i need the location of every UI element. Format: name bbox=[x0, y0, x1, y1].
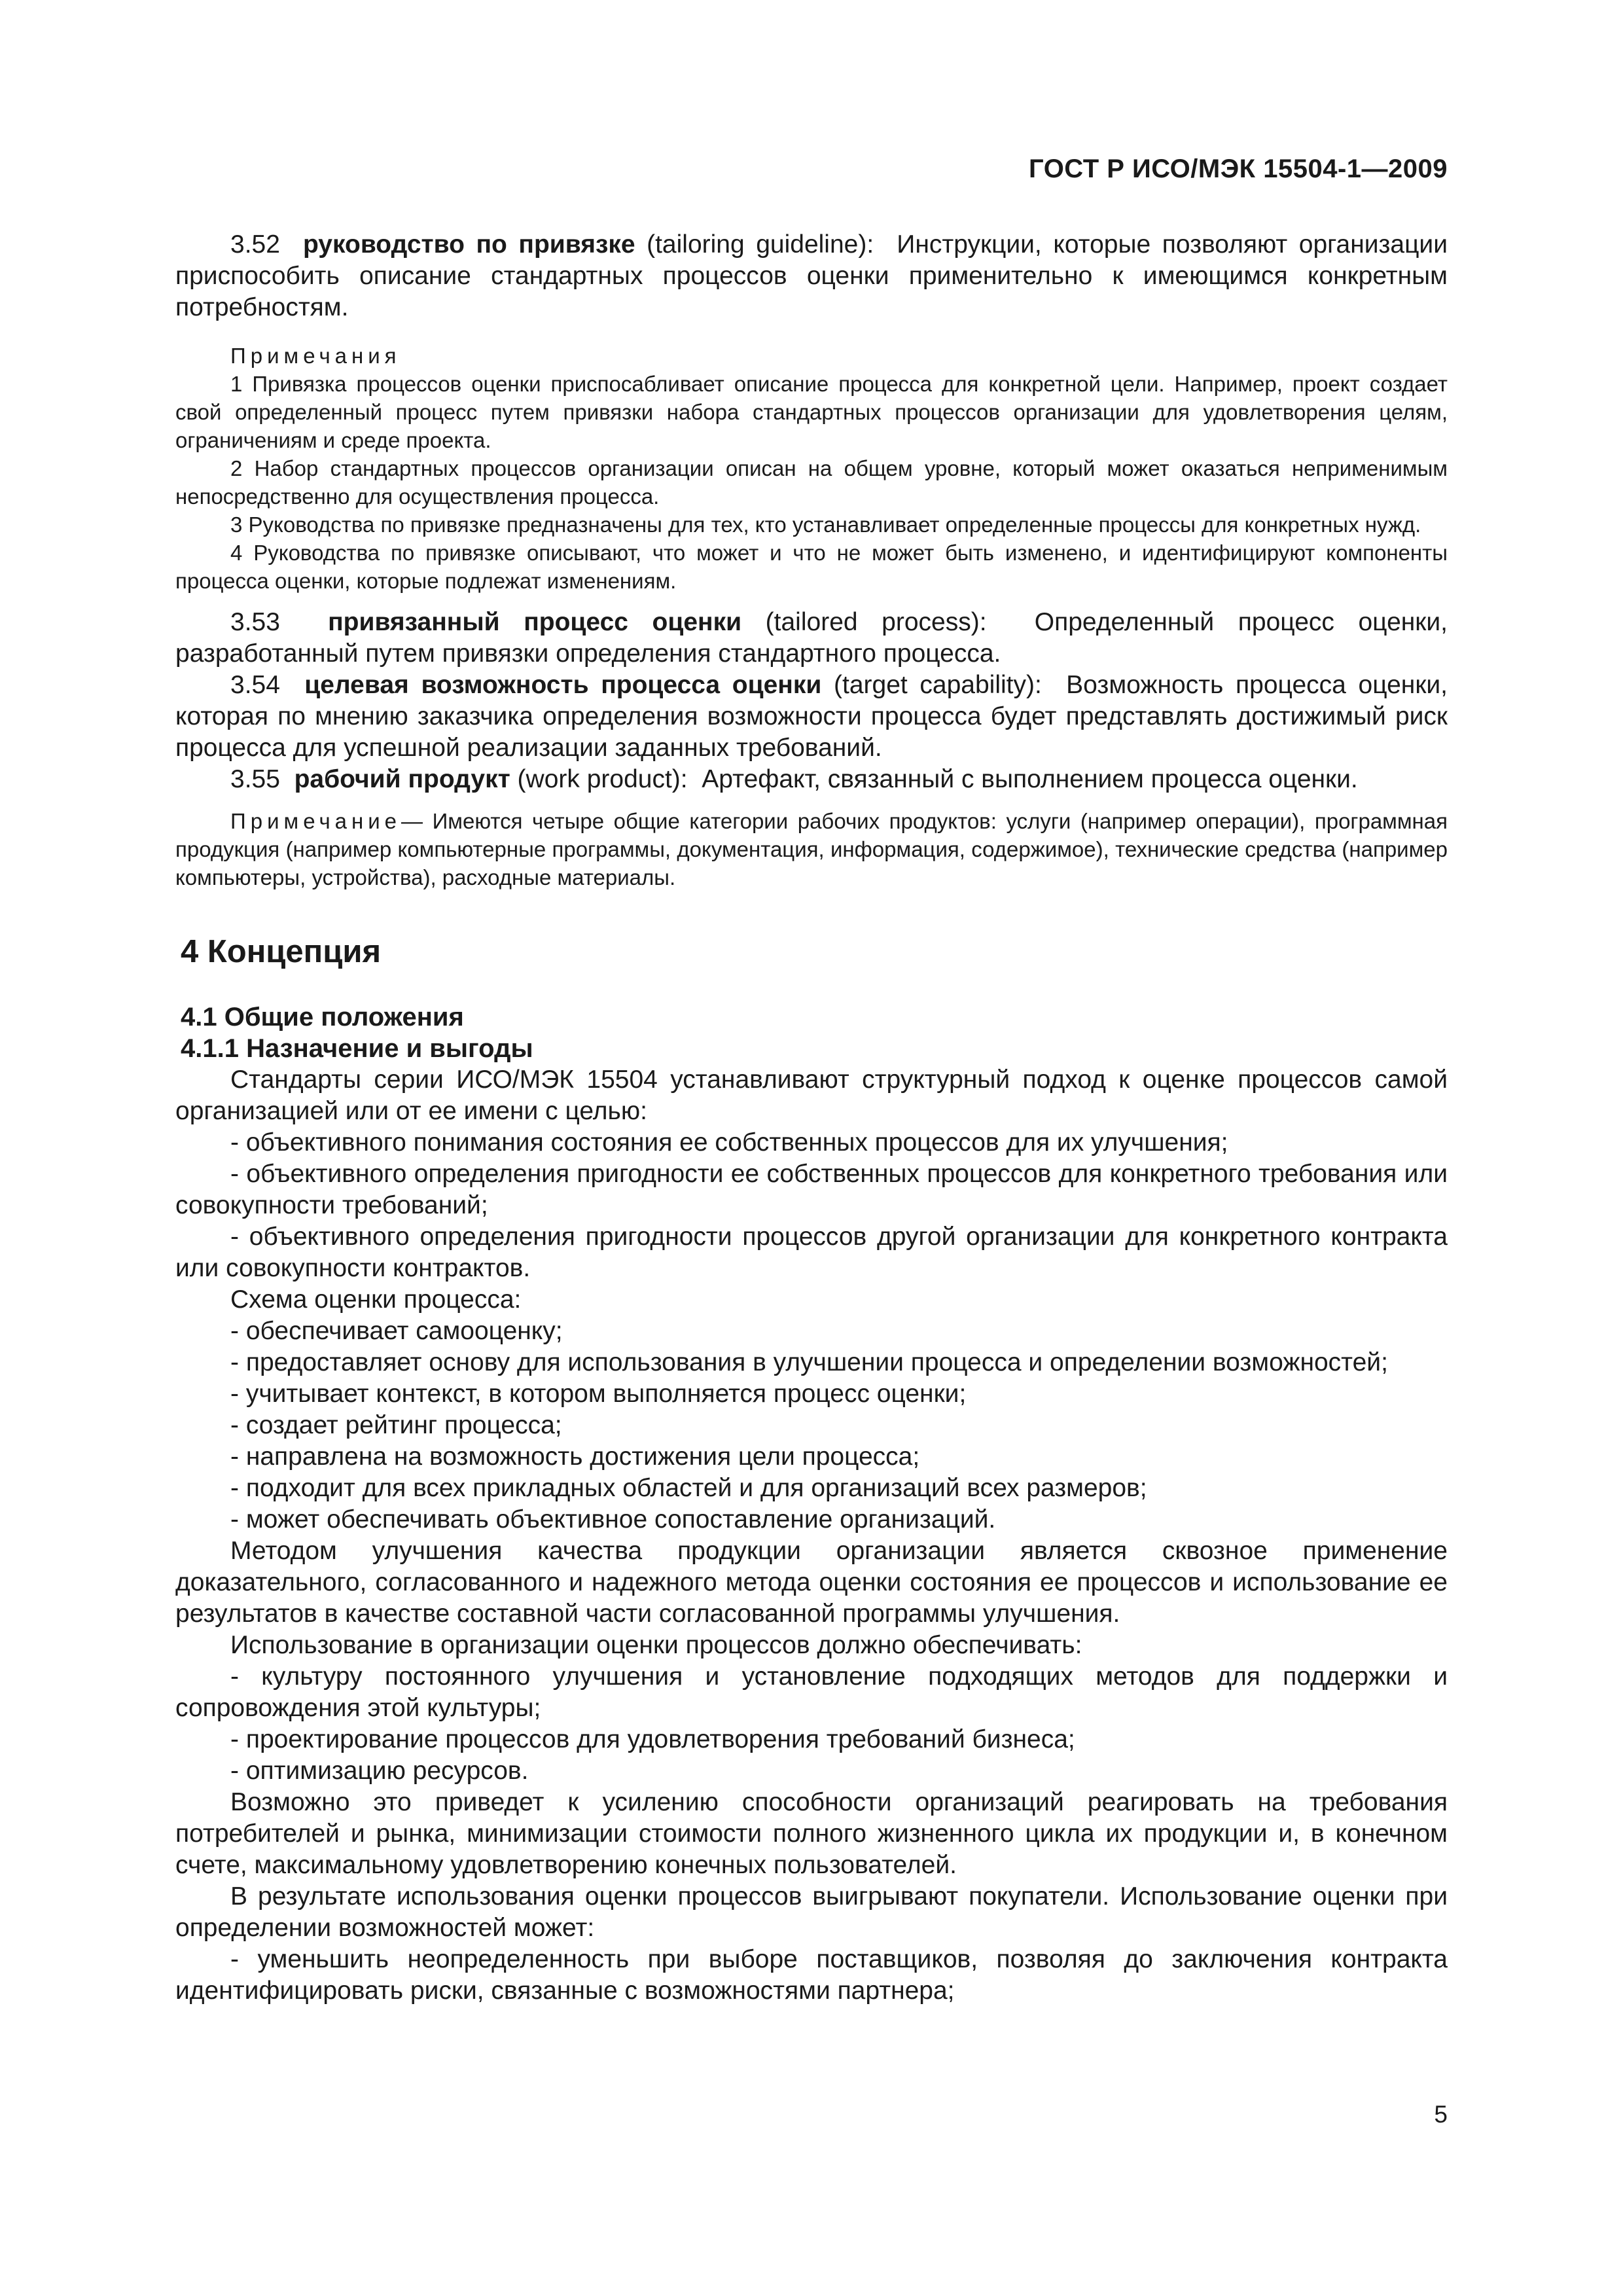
term-number: 3.54 bbox=[230, 671, 280, 699]
term-3-53 bbox=[175, 607, 1448, 670]
page-content bbox=[175, 229, 1448, 2007]
subsection-4-1-1-heading: 4.1.1 Назначение и выгоды bbox=[181, 1034, 533, 1063]
notes-heading: Примечания bbox=[230, 344, 401, 368]
paragraph-usage: Использование в организации оценки процессов должно обеспечивать: bbox=[230, 1631, 1082, 1659]
note-item: 1 Привязка процессов оценки приспосабливает описание процесса для конкретной цели. Например, проект создает свой определенный процесс путем привязки набора стандартных процессов организации для удовлетворения целям, ограничениям и среде проекта. bbox=[175, 372, 1448, 452]
paragraph-method: Методом улучшения качества продукции организации является сквозное применение доказательного, согласованного и надежного метода оценки состояния ее процессов и использование ее результатов в качестве составной части согласованной программы улучшения. bbox=[175, 1537, 1448, 1628]
note-item: 2 Набор стандартных процессов организации описан на общем уровне, который может оказаться неприменимым непосредственно для осуществления процесса. bbox=[175, 456, 1448, 509]
list-item: - учитывает контекст, в котором выполняется процесс оценки; bbox=[230, 1380, 967, 1408]
note-item: 4 Руководства по привязке описывают, что может и что не может быть изменено, и идентифицируют компоненты процесса оценки, которые подлежат изменениям. bbox=[175, 541, 1448, 593]
term-title: привязанный процесс оценки bbox=[328, 608, 742, 636]
term-title: руководство по привязке bbox=[303, 230, 635, 259]
note-3-55 bbox=[175, 807, 1448, 891]
note-item: 3 Руководства по привязке предназначены для тех, кто устанавливает определенные процессы для конкретных нужд. bbox=[230, 512, 1421, 537]
paragraph-possible: Возможно это приведет к усилению способности организаций реагировать на требования потребителей и рынка, минимизации стоимости полного жизненного цикла их продукции и, в конечном счете, максимальному удовлетворению конечных пользователей. bbox=[175, 1788, 1448, 1879]
standard-header: ГОСТ Р ИСО/МЭК 15504-1—2009 bbox=[1029, 154, 1448, 183]
note-text: — Имеются четыре общие категории рабочих продуктов: услуги (например операции), программная продукция (например компьютерные программы, документация, информация, содержимое), технические средства (например компьютеры, устройства), расходные материалы. bbox=[175, 809, 1448, 889]
paragraph-scheme: Схема оценки процесса: bbox=[230, 1285, 522, 1314]
list-item: - объективного понимания состояния ее собственных процессов для их улучшения; bbox=[230, 1128, 1228, 1157]
list-item: - создает рейтинг процесса; bbox=[230, 1411, 562, 1439]
term-definition: Инструкции, которые позволяют организации приспособить описание стандартных процессов оценки применительно к имеющимся конкретным потребностям. bbox=[175, 230, 1448, 321]
term-english: (tailored process): bbox=[765, 608, 987, 636]
term-number: 3.55 bbox=[230, 765, 280, 793]
paragraph-intro: Стандарты серии ИСО/МЭК 15504 устанавливают структурный подход к оценке процессов самой организацией или от ее имени с целью: bbox=[175, 1066, 1448, 1125]
list-item: - культуру постоянного улучшения и установление подходящих методов для поддержки и сопровождения этой культуры; bbox=[175, 1662, 1448, 1722]
paragraph-buyers: В результате использования оценки процессов выигрывают покупатели. Использование оценки при определении возможностей может: bbox=[175, 1882, 1448, 1942]
list-item: - предоставляет основу для использования в улучшении процесса и определении возможностей; bbox=[230, 1348, 1388, 1376]
subsection-4-1-heading: 4.1 Общие положения bbox=[181, 1003, 464, 1031]
list-item: - уменьшить неопределенность при выборе поставщиков, позволяя до заключения контракта идентифицировать риски, связанные с возможностями партнера; bbox=[175, 1945, 1448, 2005]
list-item: - проектирование процессов для удовлетворения требований бизнеса; bbox=[230, 1725, 1075, 1753]
section-4-heading: 4 Концепция bbox=[181, 934, 382, 969]
list-item: - оптимизацию ресурсов. bbox=[230, 1757, 529, 1785]
term-definition: Определенный процесс оценки, разработанный путем привязки определения стандартного процесса. bbox=[175, 608, 1448, 668]
term-english: (work product): bbox=[517, 765, 688, 793]
list-item: - обеспечивает самооценку; bbox=[230, 1317, 563, 1345]
term-definition: Возможность процесса оценки, которая по мнению заказчика определения возможности процесса будет представлять достижимый риск процесса для успешной реализации заданных требований. bbox=[175, 671, 1448, 762]
list-item: - объективного определения пригодности процессов другой организации для конкретного контракта или совокупности контрактов. bbox=[175, 1223, 1448, 1282]
term-definition: Артефакт, связанный с выполнением процесса оценки. bbox=[702, 765, 1358, 793]
list-item: - направлена на возможность достижения цели процесса; bbox=[230, 1443, 920, 1471]
list-item: - может обеспечивать объективное сопоставление организаций. bbox=[230, 1505, 996, 1534]
document-page bbox=[175, 0, 1448, 2296]
list-item: - подходит для всех прикладных областей и для организаций всех размеров; bbox=[230, 1474, 1147, 1502]
term-title: целевая возможность процесса оценки bbox=[304, 671, 822, 699]
term-3-52 bbox=[175, 229, 1448, 323]
list-item: - объективного определения пригодности ее собственных процессов для конкретного требования или совокупности требований; bbox=[175, 1160, 1448, 1219]
term-number: 3.53 bbox=[230, 608, 280, 636]
term-english: (tailoring guideline): bbox=[647, 230, 874, 259]
term-english: (target capability): bbox=[834, 671, 1042, 699]
note-label: Примечание bbox=[230, 809, 402, 833]
term-number: 3.52 bbox=[230, 230, 280, 259]
page-number: 5 bbox=[1434, 2101, 1448, 2128]
term-3-55 bbox=[175, 764, 1448, 795]
term-title: рабочий продукт bbox=[294, 765, 510, 793]
term-3-54 bbox=[175, 670, 1448, 764]
